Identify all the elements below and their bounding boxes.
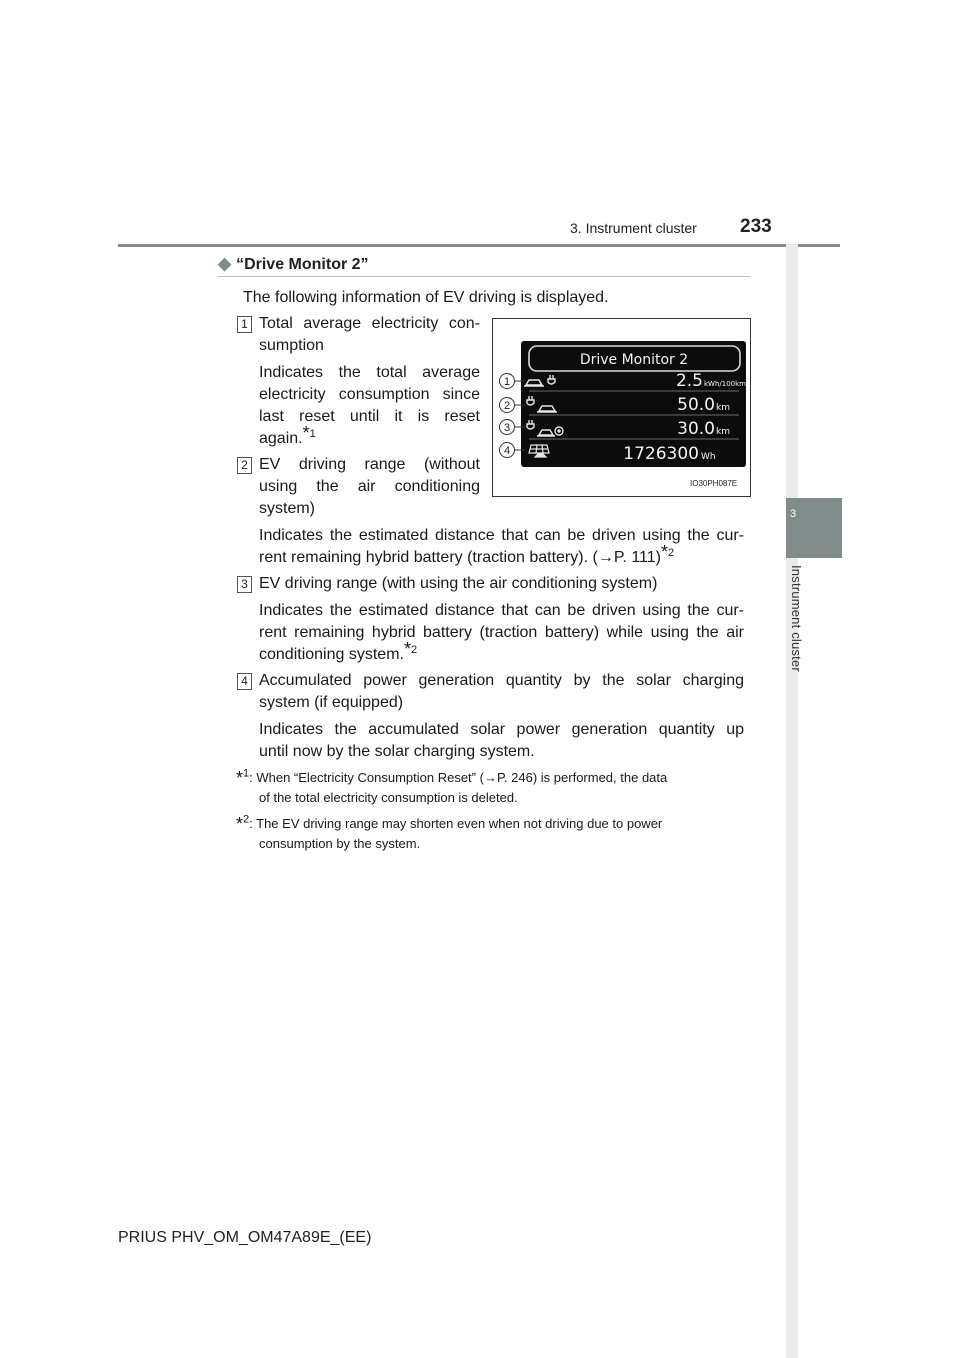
intro-text: The following information of EV driving is displayed. [243,289,609,306]
item-number-1: 1 [237,316,252,333]
section-rule [218,276,750,277]
footnote-ref-2b [403,638,418,659]
footnote-ref-1 [302,422,316,443]
item-number-2: 2 [237,457,252,474]
footnote-ref-number: 1 [309,427,316,440]
footer-doc-id: PRIUS PHV_OM_OM47A89E_(EE) [118,1229,372,1246]
drive-monitor-illustration [493,319,750,496]
drive-monitor-figure [492,318,751,497]
footnote-2-line2: consumption by the system. [259,836,421,851]
figure-code: IO30PH087E [690,479,738,488]
footnote-asterisk: * [236,814,244,834]
footnote-ref-number: 2 [410,643,418,656]
arrow-right-icon: → [483,770,497,785]
footnote-2-marker [236,813,250,834]
item-3-desc-line3-text: conditioning system. [259,646,404,663]
callout-number-3: 3 [503,422,511,434]
item-1-title-line1: Total average electricity con- [259,315,480,332]
row-2-value: 50.0 [677,395,715,415]
item-number-4: 4 [237,673,252,690]
item-2-desc-line1: Indicates the estimated distance that can be driven using the cur- [259,527,744,544]
callout-number-4: 4 [503,445,511,457]
running-header-section: 3. Instrument cluster [570,220,697,236]
item-1-title-line2: sumption [259,337,324,354]
page-reference[interactable]: P. 111) [613,549,661,566]
row-2-unit: km [716,403,730,413]
row-3-unit: km [716,427,730,437]
side-margin-bar [786,244,798,1358]
footnote-1-marker [236,767,250,788]
chapter-number: 3 [790,508,797,520]
row-1-value: 2.5 [675,371,703,391]
row-4-value: 1726300 [623,444,699,464]
footnote-number: 1 [243,767,250,780]
item-number-3: 3 [237,576,252,593]
footnote-2-text: : The EV driving range may shorten even when not driving due to power [249,816,663,831]
section-heading-text: “Drive Monitor 2” [236,256,369,273]
item-1-desc-line1: Indicates the total average [259,364,480,381]
item-4-desc-line2: until now by the solar charging system. [259,743,535,760]
footnote-ref-asterisk: * [403,638,411,659]
page-number: 233 [740,216,772,237]
arrow-right-icon: → [597,549,614,566]
footnote-2 [236,814,748,834]
footnote-ref-asterisk: * [660,541,668,562]
footnote-1 [236,768,748,788]
row-4-unit: Wh [701,452,716,462]
row-1-unit: kWh/100km [704,380,747,388]
callout-number-1: 1 [503,376,511,388]
item-4-title-line2: system (if equipped) [259,694,404,711]
section-heading [218,254,369,274]
chapter-label: Instrument cluster [789,565,804,672]
footnote-ref-2 [660,541,675,562]
footnote-ref-asterisk: * [302,422,310,443]
item-2-title-line1: EV driving range (without [259,456,480,473]
footnote-number: 2 [243,813,250,826]
item-3-desc-line3 [259,638,418,666]
callout-number-2: 2 [503,400,511,412]
footnote-asterisk: * [236,768,244,788]
item-1-desc-line3: last reset until it is reset [259,408,480,425]
row-3-value: 30.0 [677,419,715,439]
item-3-desc-line2: rent remaining hybrid battery (traction battery) while using the air [259,624,744,641]
item-4-desc-line1: Indicates the accumulated solar power generation quantity up [259,721,744,738]
item-4-title-line1: Accumulated power generation quantity by the solar charging [259,672,744,689]
header-rule [118,244,840,247]
footnote-1-text-b: P. 246) is performed, the data [496,770,668,785]
item-2-desc-line2-text: rent remaining hybrid battery (traction battery). ( [259,549,598,566]
screen-title: Drive Monitor 2 [579,352,689,368]
item-2-title-line2: using the air conditioning [259,478,480,495]
item-1-desc-line2: electricity consumption since [259,386,480,403]
item-2-title-line3: system) [259,500,315,517]
item-2-desc-line2 [259,541,675,569]
footnote-1-text-a: : When “Electricity Consumption Reset” ( [249,770,484,785]
footnote-ref-number: 2 [667,546,675,559]
diamond-icon: ◆ [218,254,232,273]
item-1-desc-line4-text: again. [259,430,303,447]
chapter-tab [786,498,842,558]
item-3-title: EV driving range (with using the air conditioning system) [259,575,658,592]
item-3-desc-line1: Indicates the estimated distance that can be driven using the cur- [259,602,744,619]
item-1-desc-line4 [259,422,316,450]
footnote-1-line2: of the total electricity consumption is deleted. [259,790,518,805]
